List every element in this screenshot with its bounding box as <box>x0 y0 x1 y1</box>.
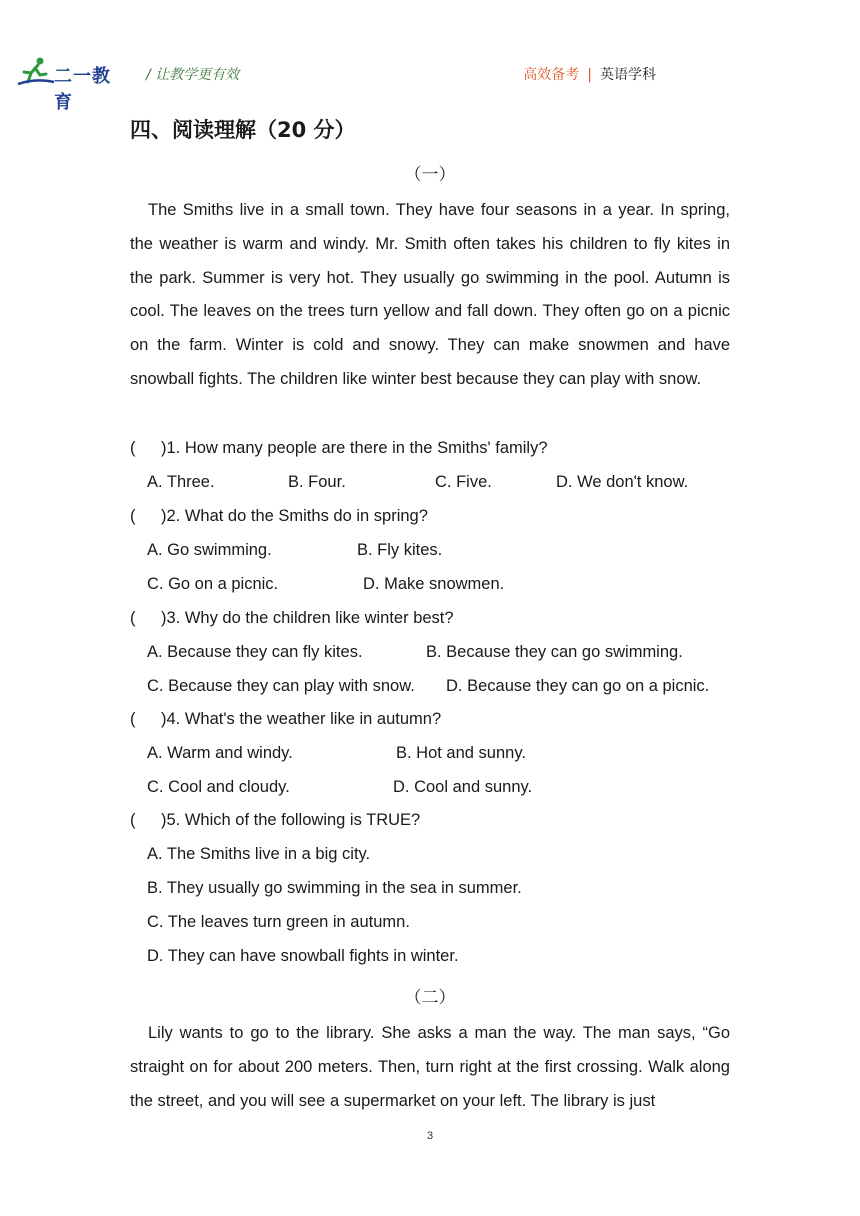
option-d: D. They can have snowball fights in winter. <box>147 947 459 965</box>
logo-text: 二一教育 <box>54 66 111 113</box>
part2-passage: Lily wants to go to the library. She asks a man the way. The man says, “Go straight on for about 200 meters. Then, turn right at the first crossing. Walk along the street, and you will see a supermarket on your left. The library is just <box>130 1024 730 1110</box>
slogan: / 让教学更有效 <box>146 67 240 83</box>
option-b: B. Because they can go swimming. <box>426 643 683 661</box>
header-subject: 英语学科 <box>600 67 656 83</box>
page-number: 3 <box>426 1130 434 1142</box>
question-stem: )5. Which of the following is TRUE? <box>161 811 421 829</box>
answer-paren: ( <box>130 811 136 829</box>
question-4 <box>130 710 441 729</box>
answer-paren: ( <box>130 507 136 525</box>
question-5 <box>130 811 420 830</box>
header-right <box>523 64 656 84</box>
option-c: C. The leaves turn green in autumn. <box>147 913 410 931</box>
answer-paren: ( <box>130 609 136 627</box>
option-d: D. Make snowmen. <box>363 575 505 593</box>
option-b: B. Hot and sunny. <box>396 744 526 762</box>
option-a: A. Because they can fly kites. <box>147 643 363 661</box>
answer-paren: ( <box>130 710 136 728</box>
section-title: 四、阅读理解（20 分） <box>130 118 356 142</box>
option-c: C. Five. <box>435 473 492 491</box>
option-a: A. Three. <box>147 473 215 491</box>
logo <box>16 56 128 113</box>
question-stem: )4. What's the weather like in autumn? <box>161 710 442 728</box>
option-c: C. Because they can play with snow. <box>147 677 415 695</box>
option-a: A. The Smiths live in a big city. <box>147 845 371 863</box>
page-header <box>0 54 860 113</box>
option-c: C. Go on a picnic. <box>147 575 279 593</box>
option-b: B. Fly kites. <box>357 541 443 559</box>
part1-title: （一） <box>404 165 456 185</box>
option-c: C. Cool and cloudy. <box>147 778 290 796</box>
question-2 <box>130 507 428 526</box>
option-a: A. Go swimming. <box>147 541 272 559</box>
question-stem: )1. How many people are there in the Smiths' family? <box>161 439 548 457</box>
option-d: D. Cool and sunny. <box>393 778 533 796</box>
option-b: B. They usually go swimming in the sea in summer. <box>147 879 522 897</box>
running-person-icon <box>16 56 56 88</box>
question-3 <box>130 609 454 628</box>
option-a: A. Warm and windy. <box>147 744 293 762</box>
part2-title: （二） <box>404 988 456 1008</box>
option-b: B. Four. <box>288 473 346 491</box>
part1-passage: The Smiths live in a small town. They have four seasons in a year. In spring, the weather is warm and windy. Mr. Smith often takes his children to fly kites in the park. Summer is very hot. They usually go swimming in the pool. Autumn is cool. The leaves on the trees turn yellow and fall down. They often go on a picnic on the farm. Winter is cold and snowy. They can make snowmen and have snowball fights. The children like winter best because they can play with snow. <box>130 201 730 388</box>
question-stem: )2. What do the Smiths do in spring? <box>161 507 428 525</box>
option-d: D. We don't know. <box>556 473 689 491</box>
header-tagline: 高效备考 <box>523 67 580 83</box>
option-d: D. Because they can go on a picnic. <box>446 677 710 695</box>
question-1 <box>130 439 548 458</box>
answer-paren: ( <box>130 439 136 457</box>
header-separator: | <box>587 67 592 83</box>
question-stem: )3. Why do the children like winter best? <box>161 609 454 627</box>
